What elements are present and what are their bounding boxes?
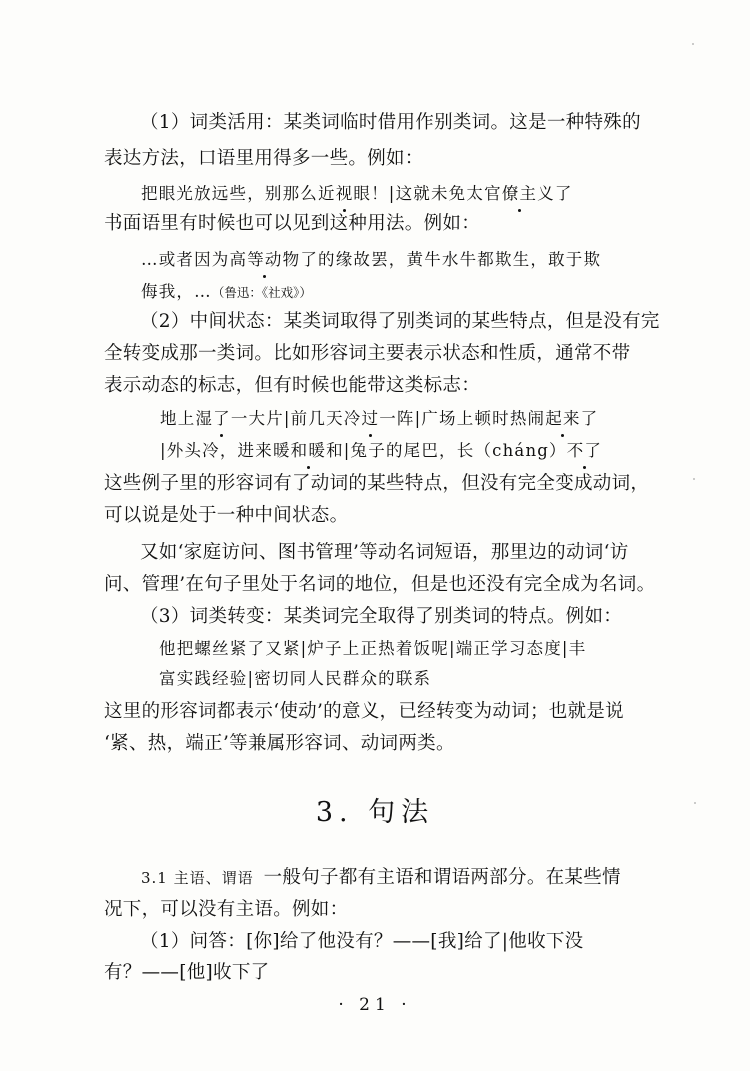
section-title: 3. 句法 — [315, 797, 435, 828]
emphasis-dotted-word: 近视眼 — [318, 181, 371, 207]
paragraph-line: 有？——[他]收下了 — [104, 962, 270, 983]
emphasis-dotted-word: 高等动物 — [230, 247, 301, 273]
paragraph-line: （1）问答：[你]给了他没有？——[我]给了|他收下没 — [140, 931, 584, 952]
example-line: |外头冷，进来暖和暖和|兔子的尾巴，长（cháng）不了 — [160, 438, 602, 464]
emphasis-dotted-word: 了 — [213, 406, 231, 432]
emphasis-dotted-word: 起来 — [545, 406, 580, 432]
page-number: · 21 · — [338, 995, 412, 1015]
paragraph-line: 又如‘家庭访问、图书管理’等动名词短语，那里边的动词‘访 — [140, 542, 629, 563]
paragraph-line: 这里的形容词都表示‘使动’的意义，已经转变为动词；也就是说 — [104, 701, 624, 722]
subsection-heading: 3.1 主语、谓语 — [141, 869, 254, 887]
emphasis-dotted-word: 官僚主义 — [484, 181, 555, 207]
paragraph-line: （1）词类活用：某类词临时借用作别类词。这是一种特殊的 — [140, 112, 641, 133]
example-line: 富实践经验|密切同人民群众的联系 — [159, 669, 432, 688]
scan-speck — [692, 43, 694, 45]
example-line: 侮我，…（鲁迅：《社戏》） — [141, 282, 312, 301]
citation-source: （鲁迅：《社戏》） — [211, 285, 312, 300]
scan-speck — [693, 478, 695, 480]
emphasis-dotted-word: 暖和暖和 — [273, 438, 344, 464]
example-line: 把眼光放远些，别那么近视眼！|这就未免太官僚主义了 — [141, 181, 573, 207]
emphasis-dotted-word: 不了 — [567, 438, 602, 464]
paragraph-line: （3）词类转变：某类词完全取得了别类词的特点。例如： — [140, 606, 623, 627]
paragraph-line: 表达方法，口语里用得多一些。例如： — [104, 148, 424, 169]
paragraph-line: （2）中间状态：某类词取得了别类词的某些特点，但是没有完 — [140, 311, 660, 332]
example-line: 地上湿了一大片|前几天冷过一阵|广场上顿时热闹起来了 — [160, 406, 598, 432]
paragraph-line: 表示动态的标志，但有时候也能带这类标志： — [104, 375, 481, 396]
emphasis-dotted-word: 过 — [361, 406, 379, 432]
paragraph-line: 这些例子里的形容词有了动词的某些特点，但没有完全变成动词， — [104, 473, 650, 494]
paragraph-line: 可以说是处于一种中间状态。 — [104, 505, 349, 526]
example-line: …或者因为高等动物了的缘故罢，黄牛水牛都欺生，敢于欺 — [141, 247, 601, 273]
paragraph-line: 全转变成那一类词。比如形容词主要表示状态和性质，通常不带 — [104, 343, 631, 364]
example-line: 他把螺丝紧了又紧|炉子上正热着饭呢|端正学习态度|丰 — [159, 639, 587, 658]
paragraph-line: ‘紧、热，端正’等兼属形容词、动词两类。 — [104, 733, 455, 754]
paragraph-line: 3.1 主语、谓语 一般句子都有主语和谓语两部分。在某些情 — [141, 867, 621, 888]
paragraph-line: 况下，可以没有主语。例如： — [104, 899, 349, 920]
paragraph-line: 书面语里有时候也可以见到这种用法。例如： — [104, 213, 481, 234]
paragraph-line: 问、管理’在句子里处于名词的地位，但是也还没有完全成为名词。 — [104, 574, 656, 595]
